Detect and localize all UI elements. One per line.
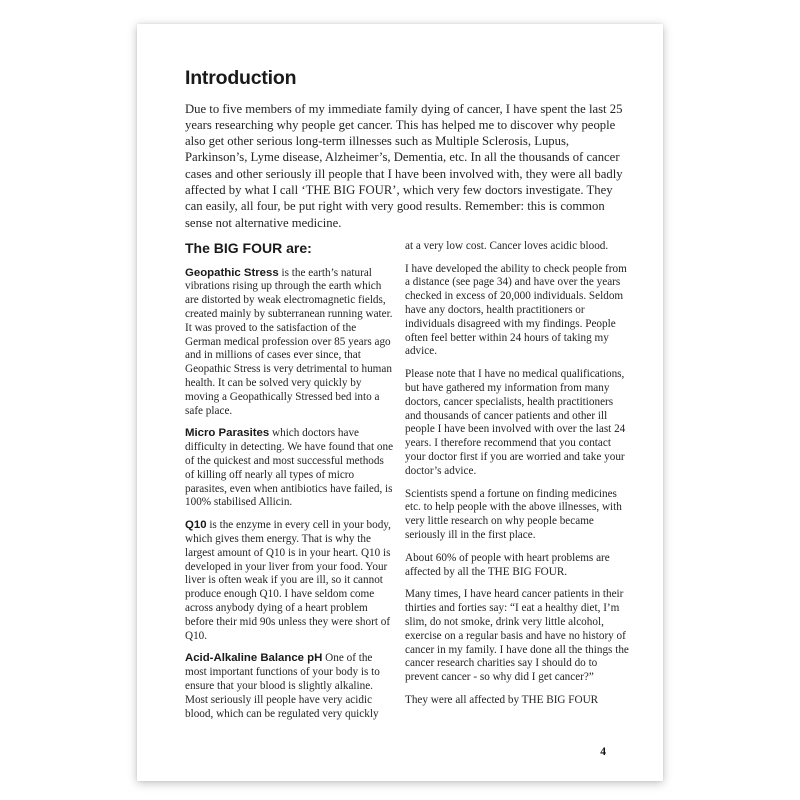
term-paragraph: [185, 652, 394, 721]
left-column-paragraphs: [185, 267, 394, 722]
term-text: which doctors have difficulty in detecting. We have found that one of the quickest and most successful methods of killing off nearly all types of micro parasites, even when antibiotics have failed, is 100% stabilised Allicin.: [185, 427, 394, 509]
term-text: One of the most important functions of your body is to ensure that your blood is slightly alkaline. Most seriously ill people have very acidic blood, which can be regulated very quickly: [185, 652, 380, 720]
page-content: [137, 24, 663, 730]
term-heading: Q10: [185, 519, 207, 532]
body-paragraph: at a very low cost. Cancer loves acidic blood.: [405, 239, 609, 252]
document-page: [137, 24, 663, 781]
term-paragraph: [185, 427, 394, 510]
term-paragraph: [185, 519, 394, 643]
term-heading: Geopathic Stress: [185, 266, 279, 279]
term-text: is the earth’s natural vibrations rising up through the earth which are distorted by weak electromagnetic fields, created mainly by subterranean running water. It was proved to the satisfaction of the German medical profession over 85 years ago and in millions of cases ever since, that Geopathic Stress is very detrimental to human health. It can be solved very quickly by moving a Geopathically Stressed bed into a safe place.: [185, 266, 393, 417]
big-four-heading: The BIG FOUR are:: [185, 239, 312, 256]
term-text: is the enzyme in every cell in your body, which gives them energy. That is why the largest amount of Q10 is in your heart. Q10 is developed in your liver from your food. Your liver is often weak if you are ill, so it cannot produce enough Q10. I have seldom come across anybody dying of a heart problem before their mid 90s unless they were short of Q10.: [185, 519, 391, 642]
intro-paragraph: Due to five members of my immediate family dying of cancer, I have spent the last 25 years researching why people get cancer. This has helped me to discover why people also get other serious long-term illnesses such as Multiple Sclerosis, Lupus, Parkinson’s, Lyme disease, Alzheimer’s, Dementia, etc. In all the thousands of cancer cases and other seriously ill people that I have been involved with, they were all badly affected by what I call ‘THE BIG FOUR’, which very few doctors investigate. They can easily, all four, be put right with very good results. Remember: this is common sense not alternative medicine.: [185, 101, 623, 230]
left-column: [185, 240, 394, 731]
term-paragraph: [185, 267, 394, 419]
two-column-layout: [185, 240, 632, 731]
term-heading: Acid-Alkaline Balance pH: [185, 652, 323, 665]
body-paragraph: Please note that I have no medical qualifications, but have gathered my information from many doctors, cancer specialists, health practitioners and thousands of cancer patients and other ill people I have been involved with over the last 24 years. I therefore recommend that you contact your doctor first if you are worried and take your doctor’s advice.: [405, 368, 626, 477]
body-paragraph: I have developed the ability to check people from a distance (see page 34) and have over the years checked in excess of 20,000 individuals. Seldom have any doctors, health practitioners or individuals disagreed with my findings. People often feel better within 24 hours of taking my advice.: [405, 262, 627, 358]
body-paragraph: Many times, I have heard cancer patients in their thirties and forties say: “I eat a healthy diet, I’m slim, do not smoke, drink very little alcohol, exercise on a regular basis and have no history of cancer in my family. I have done all the things the cancer research charities say I should do to prevent cancer - so why did I get cancer?”: [405, 588, 629, 684]
body-paragraph: About 60% of people with heart problems are affected by all the THE BIG FOUR.: [405, 551, 610, 578]
page-title: Introduction: [185, 67, 297, 89]
right-column: [405, 240, 632, 731]
body-paragraph: They were all affected by THE BIG FOUR: [405, 693, 599, 706]
term-heading: Micro Parasites: [185, 427, 270, 440]
body-paragraph: Scientists spend a fortune on finding medicines etc. to help people with the above illnesses, with very little research on why people became seriously ill in the first place.: [405, 487, 622, 542]
page-number: 4: [600, 746, 606, 758]
